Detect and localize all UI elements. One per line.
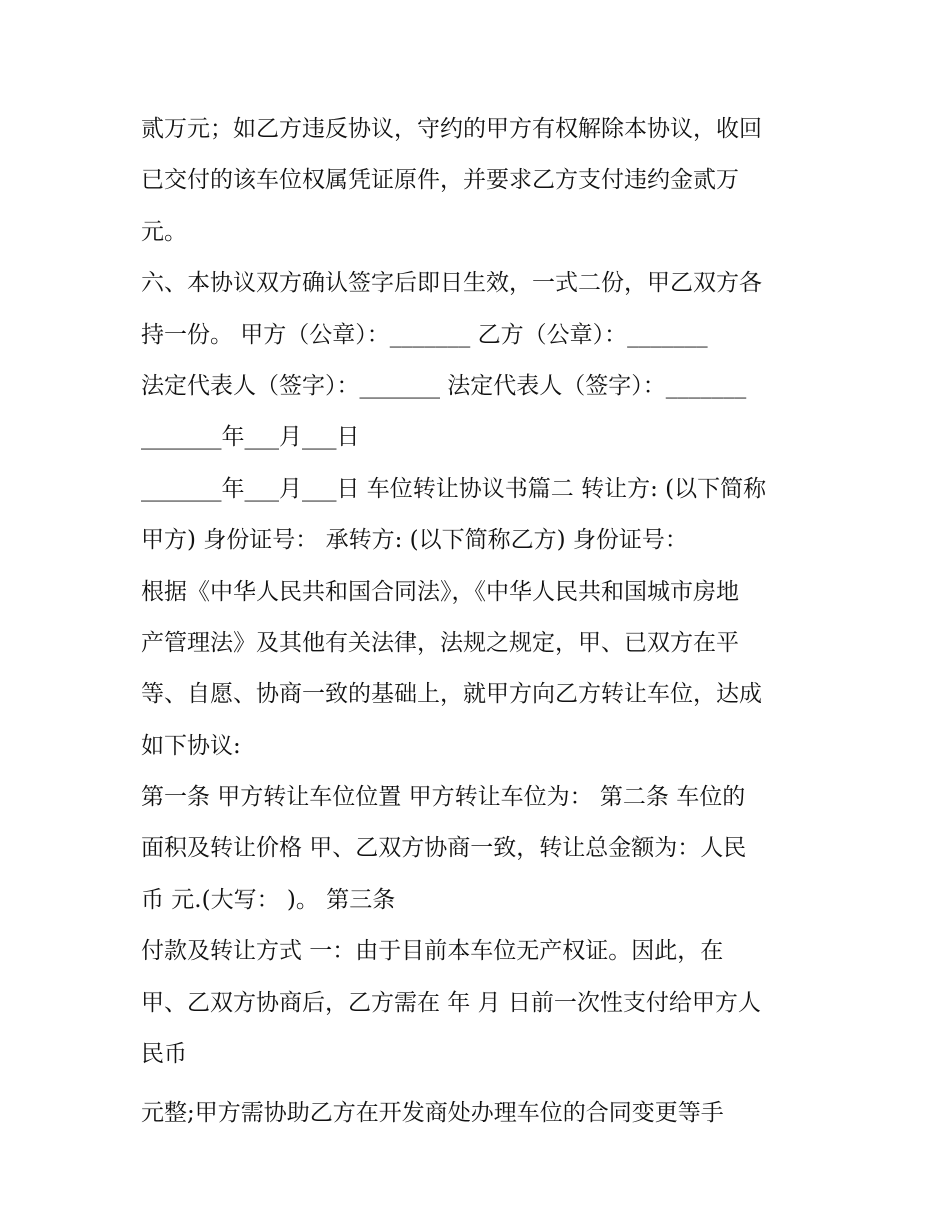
- text-line: 根据《中华人民共和国合同法》，《中华人民共和国城市房地: [141, 578, 739, 605]
- signature-line: 持一份。 甲方（公章）：_______ 乙方（公章）：_______: [141, 321, 708, 348]
- text-line: 甲、乙双方协商后，乙方需在 年 月 日前一次性支付给甲方人: [141, 989, 761, 1016]
- text-line: 币 元.(大写： )。 第三条: [141, 886, 396, 913]
- text-line: 产管理法》及其他有关法律，法规之规定，甲、已双方在平: [141, 629, 739, 656]
- text-line: 民币: [141, 1041, 187, 1068]
- text-line: 六、本协议双方确认签字后即日生效，一式二份，甲乙双方各: [141, 270, 762, 297]
- text-line: 贰万元；如乙方违反协议，守约的甲方有权解除本协议，收回: [141, 116, 762, 142]
- text-line: 元。: [141, 218, 187, 245]
- date-line: _______年___月___日: [141, 424, 360, 451]
- text-line: 付款及转让方式 一：由于目前本车位无产权证。因此，在: [141, 938, 724, 965]
- text-line: _______年___月___日 车位转让协议书篇二 转让方: (以下简称: [141, 475, 767, 502]
- document-body: [141, 104, 821, 1140]
- text-line: 元整;甲方需协助乙方在开发商处办理车位的合同变更等手: [141, 1100, 724, 1127]
- signature-line: 法定代表人（签字）：_______ 法定代表人（签字）：_______: [141, 372, 747, 399]
- text-line: 等、自愿、协商一致的基础上，就甲方向乙方转让车位，达成: [141, 681, 762, 708]
- text-line: 已交付的该车位权属凭证原件，并要求乙方支付违约金贰万: [141, 167, 739, 194]
- text-line: 如下协议:: [141, 732, 241, 759]
- text-line: 甲方) 身份证号： 承转方: (以下简称乙方) 身份证号：: [141, 527, 688, 554]
- text-line: 第一条 甲方转让车位位置 甲方转让车位为： 第二条 车位的: [141, 784, 746, 811]
- text-line: 面积及转让价格 甲、乙双方协商一致，转让总金额为：人民: [141, 835, 747, 862]
